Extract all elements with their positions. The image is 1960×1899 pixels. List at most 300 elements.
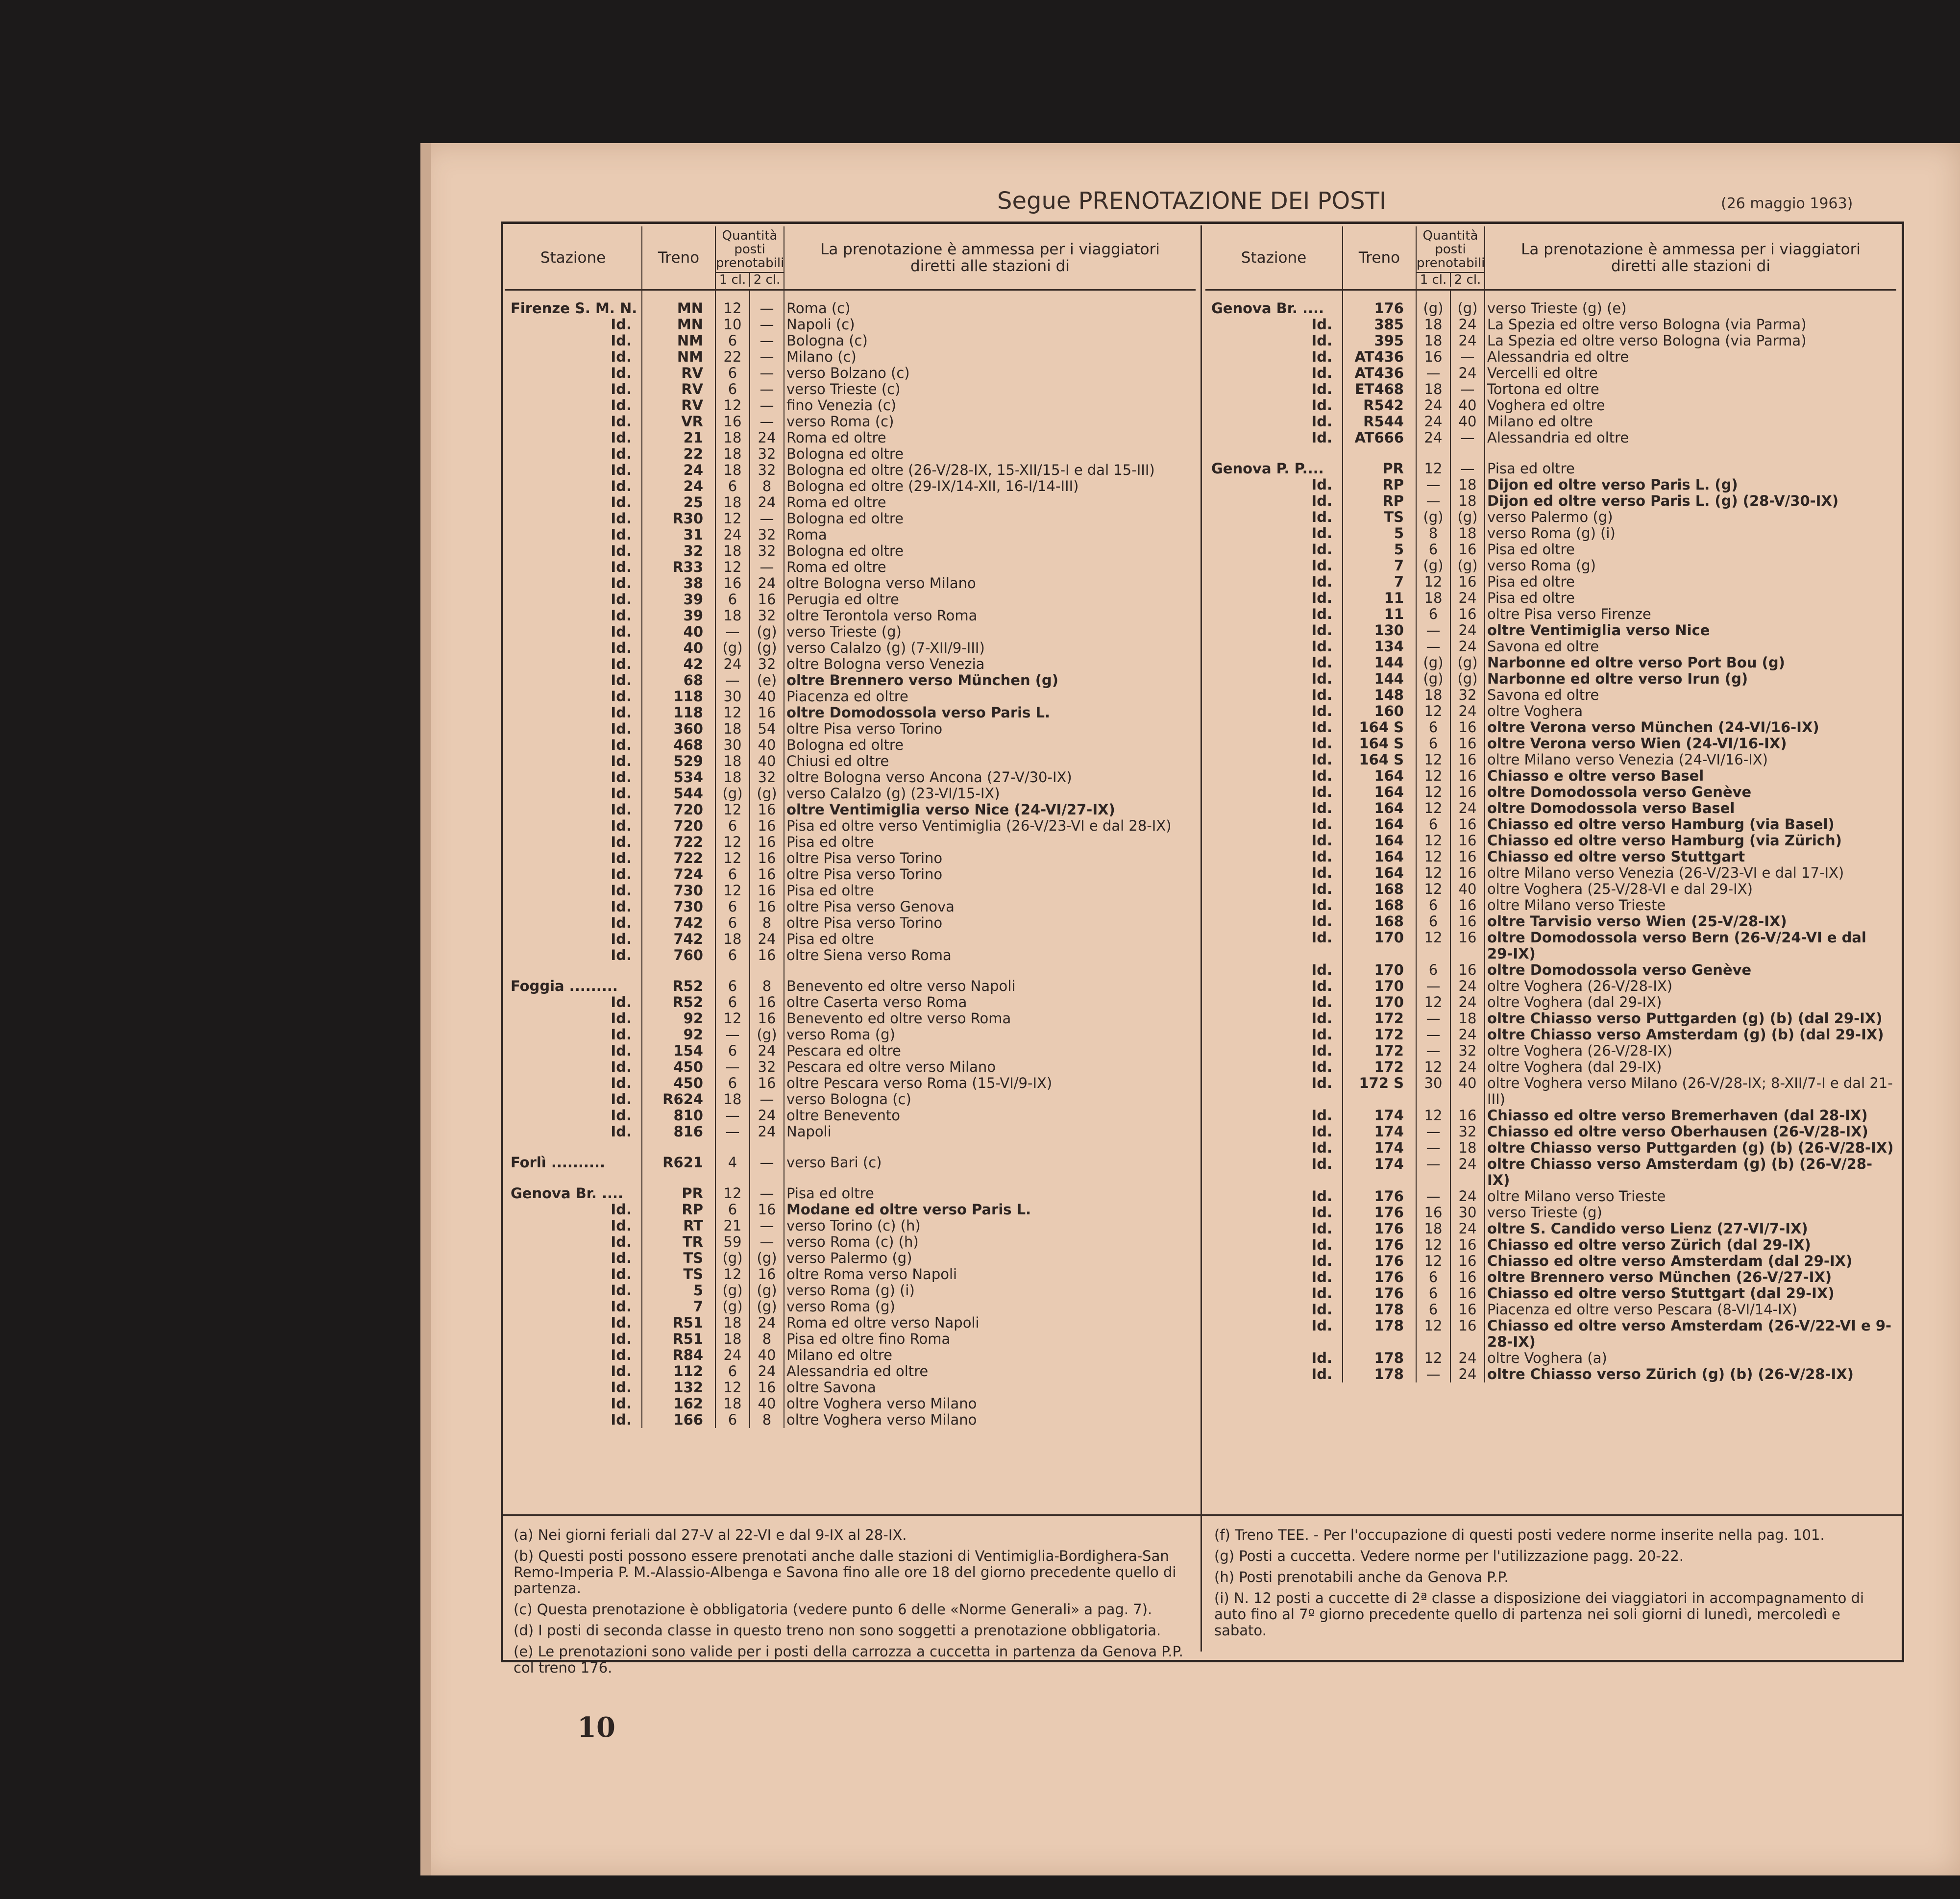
train-cell: 164 S <box>1343 719 1416 736</box>
station-cell: Id. <box>505 446 642 462</box>
table-row <box>1205 865 1896 881</box>
first-class-cell: 30 <box>715 689 750 705</box>
header-cl1: 1 cl. <box>716 273 750 287</box>
train-cell: 168 <box>1343 913 1416 930</box>
second-class-cell: 32 <box>750 543 784 559</box>
first-class-cell: 10 <box>715 317 750 333</box>
destination-cell: oltre Chiasso verso Puttgarden (g) (b) (dal 29-IX) <box>1487 1011 1883 1027</box>
first-class-cell: 12 <box>715 850 750 866</box>
train-cell: 164 <box>1343 768 1416 784</box>
first-class-cell: 12 <box>1416 1253 1450 1269</box>
train-cell: 178 <box>1343 1302 1416 1318</box>
destination-cell: oltre Milano verso Trieste <box>1487 1188 1666 1205</box>
train-cell: 154 <box>642 1043 715 1059</box>
destination-cell: Pisa ed oltre <box>1487 574 1575 590</box>
station-cell: Id. <box>1205 477 1343 493</box>
footnote: (b) Questi posti possono essere prenotati anche dalle stazioni di Ventimiglia-Bordighera-San Remo-Imperia P. M.-Alassio-Albenga e Savona fino alle ore 18 del giorno precedente quello di partenza. <box>514 1548 1176 1597</box>
table-row <box>1205 446 1896 477</box>
station-cell: Id. <box>505 899 642 915</box>
train-cell: R84 <box>642 1347 715 1363</box>
destination-cell: oltre Voghera (dal 29-IX) <box>1487 1059 1662 1075</box>
first-class-cell: 12 <box>715 883 750 899</box>
first-class-cell: 6 <box>715 947 750 963</box>
destination-cell: Pisa ed oltre <box>1487 542 1575 558</box>
station-cell: Id. <box>1205 1318 1343 1350</box>
train-cell: 31 <box>642 527 715 543</box>
table-row <box>505 963 1196 994</box>
destination-cell: oltre Terontola verso Roma <box>786 608 978 624</box>
first-class-cell: 18 <box>715 1315 750 1331</box>
destination-cell: Benevento ed oltre verso Napoli <box>786 978 1016 994</box>
second-class-cell: (g) <box>1450 655 1485 671</box>
table-row <box>1205 622 1896 639</box>
first-class-cell: — <box>715 1108 750 1124</box>
second-class-cell: — <box>750 414 784 430</box>
destination-cell: verso Roma (g) <box>1487 558 1596 574</box>
destination-cell: La Spezia ed oltre verso Bologna (via Parma) <box>1487 317 1807 333</box>
station-cell: Id. <box>505 883 642 899</box>
page-title: Segue PRENOTAZIONE DEI POSTI <box>997 187 1387 215</box>
station-cell: Id. <box>505 414 642 430</box>
table-row <box>1205 349 1896 365</box>
destination-cell: Bologna (c) <box>786 333 868 349</box>
first-class-cell: — <box>715 1027 750 1043</box>
station-cell: Id. <box>1205 1011 1343 1027</box>
table-row <box>1205 1350 1896 1366</box>
second-class-cell: 16 <box>1450 1108 1485 1124</box>
destination-cell: oltre Milano verso Venezia (26-V/23-VI e dal 17-IX) <box>1487 865 1844 881</box>
second-class-cell: 16 <box>750 1380 784 1396</box>
destination-cell: oltre Milano verso Venezia (24-VI/16-IX) <box>1487 752 1768 768</box>
train-cell: R52 <box>642 963 715 994</box>
first-class-cell: — <box>715 672 750 689</box>
destination-cell: oltre Bologna verso Ancona (27-V/30-IX) <box>786 769 1072 786</box>
destination-cell: Pescara ed oltre verso Milano <box>786 1059 996 1075</box>
train-cell: 720 <box>642 818 715 834</box>
table-row <box>505 1396 1196 1412</box>
first-class-cell: — <box>715 1124 750 1140</box>
station-cell: Id. <box>505 818 642 834</box>
second-class-cell: 18 <box>1450 1011 1485 1027</box>
first-class-cell: 6 <box>715 818 750 834</box>
train-cell: AT436 <box>1343 365 1416 381</box>
footnote: (i) N. 12 posti a cuccette di 2ª classe a disposizione dei viaggiatori in accompagnamento di auto fino al 7º giorno precedente quello di partenza nei soli giorni di lunedì, mercoledì e sabato. <box>1214 1590 1864 1639</box>
destination-cell: Napoli (c) <box>786 317 855 333</box>
destination-cell: oltre Voghera (a) <box>1487 1350 1607 1366</box>
first-class-cell: 12 <box>1416 994 1450 1011</box>
second-class-cell: 24 <box>1450 1366 1485 1382</box>
destination-cell: verso Roma (g) (i) <box>786 1282 915 1299</box>
first-class-cell: 12 <box>1416 1108 1450 1124</box>
table-row <box>1205 1221 1896 1237</box>
table-row <box>505 1171 1196 1202</box>
table-row <box>505 290 1196 317</box>
table-row <box>505 624 1196 640</box>
second-class-cell: 24 <box>1450 1221 1485 1237</box>
first-class-cell: 6 <box>715 963 750 994</box>
destination-cell: Chiasso ed oltre verso Bremerhaven (dal 28-IX) <box>1487 1108 1868 1124</box>
table-row <box>1205 1124 1896 1140</box>
first-class-cell: 12 <box>1416 574 1450 590</box>
table-row <box>505 414 1196 430</box>
table-row <box>1205 1108 1896 1124</box>
first-class-cell: 12 <box>715 802 750 818</box>
destination-cell: Savona ed oltre <box>1487 687 1599 703</box>
first-class-cell: 6 <box>715 1043 750 1059</box>
footnote: (d) I posti di seconda classe in questo treno non sono soggetti a prenotazione obbligatoria. <box>514 1622 1161 1639</box>
destination-cell: oltre Brennero verso München (g) <box>786 672 1058 689</box>
station-cell: Id. <box>505 834 642 850</box>
second-class-cell: 16 <box>750 1202 784 1218</box>
table-row <box>1205 1302 1896 1318</box>
first-class-cell: 16 <box>1416 1205 1450 1221</box>
second-class-cell: 24 <box>750 1124 784 1140</box>
first-class-cell: 18 <box>715 462 750 478</box>
second-class-cell: 16 <box>750 1075 784 1091</box>
destination-cell: oltre Domodossola verso Basel <box>1487 800 1735 816</box>
train-cell: 164 <box>1343 784 1416 800</box>
destination-cell: Pisa ed oltre <box>1487 590 1575 606</box>
second-class-cell: (g) <box>1450 290 1485 317</box>
table-row <box>505 397 1196 414</box>
second-class-cell: 24 <box>1450 800 1485 816</box>
table-row <box>505 1299 1196 1315</box>
destination-cell: oltre Bologna verso Venezia <box>786 656 985 672</box>
table-row <box>1205 1318 1896 1350</box>
destination-cell: oltre Chiasso verso Puttgarden (g) (b) (26-V/28-IX) <box>1487 1140 1894 1156</box>
destination-cell: oltre Voghera verso Milano (26-V/28-IX; 8-XII/7-I e dal 21-III) <box>1487 1075 1893 1108</box>
table-row <box>1205 1269 1896 1285</box>
first-class-cell: 6 <box>715 381 750 397</box>
table-row <box>505 1315 1196 1331</box>
destination-cell: Chiasso e oltre verso Basel <box>1487 768 1704 784</box>
train-cell: 720 <box>642 802 715 818</box>
destination-cell: oltre Pisa verso Torino <box>786 850 943 866</box>
destination-cell: Milano ed oltre <box>1487 414 1593 430</box>
first-class-cell: (g) <box>1416 655 1450 671</box>
station-cell: Id. <box>1205 865 1343 881</box>
destination-cell: verso Roma (g) <box>786 1027 895 1043</box>
second-class-cell: 40 <box>750 1347 784 1363</box>
destination-cell: oltre S. Candido verso Lienz (27-VI/7-IX) <box>1487 1221 1808 1237</box>
second-class-cell: 16 <box>1450 752 1485 768</box>
station-cell: Id. <box>1205 1205 1343 1221</box>
train-cell: 176 <box>1343 1253 1416 1269</box>
table-row <box>1205 1027 1896 1043</box>
table-row <box>505 1075 1196 1091</box>
station-cell: Id. <box>505 462 642 478</box>
destination-cell: Bologna ed oltre <box>786 543 904 559</box>
station-cell: Id. <box>1205 542 1343 558</box>
station-cell: Genova P. P.... <box>1205 446 1343 477</box>
table-row <box>505 1331 1196 1347</box>
train-cell: 164 S <box>1343 752 1416 768</box>
page-date: (26 maggio 1963) <box>1721 195 1853 212</box>
destination-cell: Narbonne ed oltre verso Irun (g) <box>1487 671 1748 687</box>
destination-cell: Vercelli ed oltre <box>1487 365 1598 381</box>
first-class-cell: 6 <box>1416 1285 1450 1302</box>
second-class-cell: 40 <box>750 753 784 769</box>
header-stazione: Stazione <box>1205 226 1343 290</box>
destination-cell: oltre Benevento <box>786 1108 900 1124</box>
table-row <box>1205 317 1896 333</box>
second-class-cell: — <box>750 290 784 317</box>
station-cell: Id. <box>505 672 642 689</box>
table-row <box>1205 430 1896 446</box>
train-cell: 42 <box>642 656 715 672</box>
table-row <box>1205 542 1896 558</box>
train-cell: RT <box>642 1218 715 1234</box>
second-class-cell: (g) <box>750 640 784 656</box>
station-cell: Id. <box>1205 1027 1343 1043</box>
first-class-cell: 12 <box>715 834 750 850</box>
table-row <box>1205 930 1896 962</box>
header-quantity <box>1416 226 1485 290</box>
destination-cell: Chiasso ed oltre verso Hamburg (via Zürich) <box>1487 833 1842 849</box>
station-cell: Id. <box>505 1059 642 1075</box>
destination-cell: Pisa ed oltre <box>786 834 874 850</box>
station-cell: Id. <box>505 1315 642 1331</box>
second-class-cell: 16 <box>1450 1302 1485 1318</box>
train-cell: 760 <box>642 947 715 963</box>
second-class-cell: 30 <box>1450 1205 1485 1221</box>
destination-cell: verso Bari (c) <box>786 1154 882 1171</box>
station-cell: Id. <box>505 333 642 349</box>
station-cell: Id. <box>1205 994 1343 1011</box>
first-class-cell: 18 <box>715 769 750 786</box>
train-cell: NM <box>642 349 715 365</box>
station-cell: Id. <box>505 802 642 818</box>
first-class-cell: 12 <box>1416 446 1450 477</box>
second-class-cell: 40 <box>1450 881 1485 897</box>
table-row <box>505 850 1196 866</box>
second-class-cell: 24 <box>1450 1350 1485 1366</box>
first-class-cell: 6 <box>715 866 750 883</box>
table-row <box>505 365 1196 381</box>
first-class-cell: 12 <box>1416 800 1450 816</box>
train-cell: 40 <box>642 624 715 640</box>
train-cell: AT436 <box>1343 349 1416 365</box>
train-cell: 164 <box>1343 800 1416 816</box>
station-cell: Id. <box>1205 639 1343 655</box>
first-class-cell: 6 <box>715 1075 750 1091</box>
destination-cell: oltre Brennero verso München (26-V/27-IX) <box>1487 1269 1832 1285</box>
station-cell: Id. <box>505 931 642 947</box>
train-cell: 164 <box>1343 865 1416 881</box>
train-cell: 144 <box>1343 655 1416 671</box>
train-cell: 164 S <box>1343 736 1416 752</box>
first-class-cell: (g) <box>715 1250 750 1266</box>
first-class-cell: 6 <box>715 333 750 349</box>
first-class-cell: 16 <box>1416 349 1450 365</box>
first-class-cell: 30 <box>715 737 750 753</box>
header-quantity-label: Quantità posti prenotabili <box>1417 229 1484 273</box>
station-cell: Id. <box>505 1380 642 1396</box>
first-class-cell: 12 <box>715 1380 750 1396</box>
first-class-cell: 18 <box>1416 687 1450 703</box>
first-class-cell: 12 <box>1416 849 1450 865</box>
train-cell: 742 <box>642 915 715 931</box>
second-class-cell: 8 <box>750 1331 784 1347</box>
second-class-cell: 16 <box>750 994 784 1011</box>
table-row <box>1205 784 1896 800</box>
first-class-cell: 24 <box>715 527 750 543</box>
first-class-cell: 12 <box>715 1011 750 1027</box>
destination-cell: Piacenza ed oltre verso Pescara (8-VI/14-IX) <box>1487 1302 1797 1318</box>
table-row <box>505 1011 1196 1027</box>
station-cell: Id. <box>1205 671 1343 687</box>
first-class-cell: 18 <box>1416 1221 1450 1237</box>
second-class-cell: 40 <box>750 689 784 705</box>
destination-cell: oltre Pescara verso Roma (15-VI/9-IX) <box>786 1075 1053 1091</box>
destination-cell: verso Roma (g) <box>786 1299 895 1315</box>
second-class-cell: 18 <box>1450 525 1485 542</box>
destination-cell: oltre Voghera (26-V/28-IX) <box>1487 1043 1673 1059</box>
table-row <box>1205 1366 1896 1382</box>
destination-cell: Bologna ed oltre (29-IX/14-XII, 16-I/14-III) <box>786 478 1079 494</box>
train-cell: 118 <box>642 705 715 721</box>
destination-cell: oltre Ventimiglia verso Nice (24-VI/27-IX) <box>786 802 1115 818</box>
station-cell: Id. <box>1205 930 1343 962</box>
station-cell: Id. <box>505 850 642 866</box>
station-cell: Id. <box>1205 525 1343 542</box>
train-cell: 468 <box>642 737 715 753</box>
station-cell: Id. <box>1205 962 1343 978</box>
destination-cell: oltre Domodossola verso Paris L. <box>786 705 1050 721</box>
train-cell: 176 <box>1343 1269 1416 1285</box>
train-cell: R33 <box>642 559 715 575</box>
table-row <box>505 818 1196 834</box>
column-divider <box>1200 225 1202 1652</box>
table-row <box>1205 558 1896 574</box>
destination-cell: Roma ed oltre <box>786 559 886 575</box>
station-cell: Id. <box>505 656 642 672</box>
second-class-cell: — <box>1450 446 1485 477</box>
destination-cell: oltre Verona verso München (24-VI/16-IX) <box>1487 719 1819 736</box>
second-class-cell: 16 <box>750 899 784 915</box>
second-class-cell: — <box>750 317 784 333</box>
station-cell: Id. <box>505 511 642 527</box>
train-cell: 360 <box>642 721 715 737</box>
train-cell: 450 <box>642 1059 715 1075</box>
first-class-cell: 24 <box>1416 430 1450 446</box>
table-row <box>1205 703 1896 719</box>
table-row <box>1205 1059 1896 1075</box>
second-class-cell: — <box>750 365 784 381</box>
train-cell: R542 <box>1343 397 1416 414</box>
second-class-cell: 16 <box>1450 849 1485 865</box>
destination-cell: oltre Voghera (25-V/28-VI e dal 29-IX) <box>1487 881 1753 897</box>
second-class-cell: 16 <box>1450 1237 1485 1253</box>
table-row <box>505 899 1196 915</box>
first-class-cell: 6 <box>1416 736 1450 752</box>
destination-cell: Voghera ed oltre <box>1487 397 1605 414</box>
page-number: 10 <box>577 1711 615 1744</box>
header-quantity <box>715 226 784 290</box>
first-class-cell: — <box>1416 365 1450 381</box>
table-row <box>505 1202 1196 1218</box>
second-class-cell: 40 <box>750 737 784 753</box>
header-description: La prenotazione è ammessa per i viaggiatori diretti alle stazioni di <box>784 226 1196 290</box>
station-cell: Genova Br. .... <box>1205 290 1343 317</box>
station-cell: Id. <box>1205 1366 1343 1382</box>
table-row <box>1205 1205 1896 1221</box>
footnote: (c) Questa prenotazione è obbligatoria (vedere punto 6 delle «Norme Generali» a pag. 7). <box>514 1601 1152 1618</box>
first-class-cell: 6 <box>715 365 750 381</box>
station-cell: Id. <box>505 478 642 494</box>
train-cell: R51 <box>642 1331 715 1347</box>
train-cell: VR <box>642 414 715 430</box>
station-cell: Id. <box>1205 365 1343 381</box>
destination-cell: Perugia ed oltre <box>786 592 899 608</box>
table-row <box>505 640 1196 656</box>
destination-cell: verso Roma (g) (i) <box>1487 525 1616 542</box>
train-cell: R30 <box>642 511 715 527</box>
first-class-cell: 12 <box>715 397 750 414</box>
train-cell: 162 <box>642 1396 715 1412</box>
station-cell: Id. <box>1205 590 1343 606</box>
first-class-cell: — <box>1416 1188 1450 1205</box>
first-class-cell: 4 <box>715 1140 750 1171</box>
station-cell: Id. <box>505 705 642 721</box>
table-row <box>505 994 1196 1011</box>
first-class-cell: 12 <box>715 290 750 317</box>
destination-cell: oltre Domodossola verso Bern (26-V/24-VI e dal 29-IX) <box>1487 930 1866 962</box>
second-class-cell: 8 <box>750 915 784 931</box>
destination-cell: Milano (c) <box>786 349 857 365</box>
station-cell: Id. <box>505 1331 642 1347</box>
first-class-cell: 18 <box>1416 590 1450 606</box>
second-class-cell: (g) <box>750 624 784 640</box>
station-cell: Id. <box>1205 736 1343 752</box>
second-class-cell: 16 <box>1450 962 1485 978</box>
train-cell: 168 <box>1343 881 1416 897</box>
first-class-cell: 18 <box>715 721 750 737</box>
second-class-cell: 32 <box>750 462 784 478</box>
train-cell: 39 <box>642 608 715 624</box>
second-class-cell: 8 <box>750 963 784 994</box>
train-cell: 174 <box>1343 1156 1416 1188</box>
second-class-cell: — <box>750 381 784 397</box>
destination-cell: Chiasso ed oltre verso Oberhausen (26-V/28-IX) <box>1487 1124 1868 1140</box>
second-class-cell: 16 <box>1450 930 1485 962</box>
table-row <box>505 462 1196 478</box>
table-row <box>1205 414 1896 430</box>
destination-cell: verso Calalzo (g) (7-XII/9-III) <box>786 640 985 656</box>
first-class-cell: 21 <box>715 1218 750 1234</box>
station-cell: Id. <box>505 866 642 883</box>
train-cell: 132 <box>642 1380 715 1396</box>
table-row <box>1205 736 1896 752</box>
second-class-cell: (g) <box>1450 671 1485 687</box>
train-cell: 21 <box>642 430 715 446</box>
table-row <box>505 494 1196 511</box>
table-row <box>505 786 1196 802</box>
first-class-cell: 18 <box>715 430 750 446</box>
second-class-cell: 24 <box>1450 994 1485 1011</box>
second-class-cell: 32 <box>750 446 784 462</box>
second-class-cell: — <box>750 1218 784 1234</box>
station-cell: Firenze S. M. N. <box>505 290 642 317</box>
station-cell: Id. <box>1205 493 1343 509</box>
destination-cell: oltre Ventimiglia verso Nice <box>1487 622 1710 639</box>
first-class-cell: 6 <box>1416 542 1450 558</box>
station-cell: Id. <box>505 1043 642 1059</box>
second-class-cell: 24 <box>1450 1156 1485 1188</box>
first-class-cell: 22 <box>715 349 750 365</box>
station-cell: Id. <box>1205 558 1343 574</box>
second-class-cell: 24 <box>1450 622 1485 639</box>
